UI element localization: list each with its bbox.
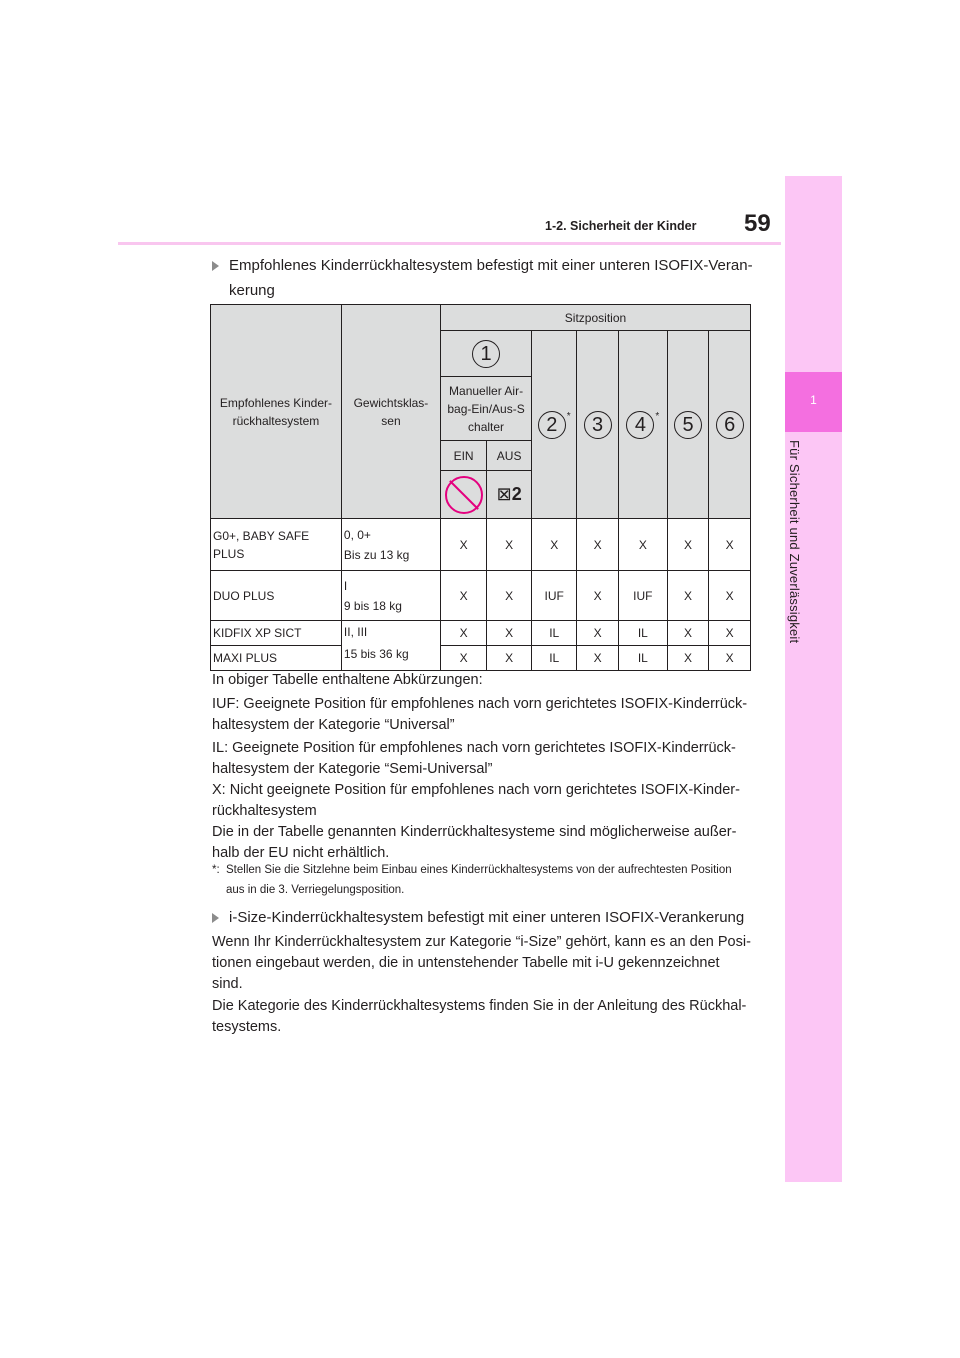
row-cell: X <box>487 519 532 571</box>
chapter-tab[interactable] <box>785 372 842 432</box>
chapter-title: Für Sicherheit und Zuverlässigkeit <box>787 440 802 644</box>
row-cell: X <box>667 571 709 621</box>
row-cell: X <box>532 519 577 571</box>
row-cell: X <box>709 571 751 621</box>
seat-4-asterisk: * <box>655 410 660 422</box>
row-weight-class: I <box>343 578 348 593</box>
seat-5-number: 5 <box>674 411 702 439</box>
row-cell: X <box>440 621 486 646</box>
section-title: 1-2. Sicherheit der Kinder <box>545 219 697 233</box>
seat-1-number: 1 <box>472 340 500 368</box>
row-cell: X <box>440 519 486 571</box>
legend-il: IL: Geeignete Position für empfohlenes nach vorn gerichtetes ISOFIX-Kinderrück-haltesystem der Kategorie “Semi-Universal” <box>212 740 736 777</box>
isofix-table <box>210 304 751 671</box>
row-cell: IL <box>532 646 577 671</box>
table-row <box>211 621 751 646</box>
seat-4-cell <box>618 331 667 519</box>
row-cell: X <box>487 621 532 646</box>
aus-icon-cell <box>487 471 532 519</box>
col-weight-header: Gewichtsklas-sen <box>341 305 440 519</box>
row-system: MAXI PLUS <box>211 646 342 671</box>
row-cell: X <box>577 646 619 671</box>
aus-icon-number: 2 <box>511 484 522 504</box>
aus-header: AUS <box>487 441 532 471</box>
row-cell: X <box>440 646 486 671</box>
chapter-sidebar <box>785 176 842 1182</box>
seat-6-number: 6 <box>716 411 744 439</box>
col-position-header: Sitzposition <box>440 305 750 331</box>
row-cell: X <box>667 621 709 646</box>
row-weight <box>341 519 440 571</box>
airbag-on-icon: ⊠ <box>496 484 512 504</box>
bullet-heading-isize <box>229 907 744 928</box>
legend-x: X: Nicht geeignete Position für empfohlenes nach vorn gerichtetes ISOFIX-Kinder-rückhaltesystem <box>212 782 740 819</box>
category-paragraph: Die Kategorie des Kinderrückhaltesystems finden Sie in der Anleitung des Rückhal-tesystems. <box>212 998 747 1035</box>
row-cell: X <box>709 646 751 671</box>
footnote-text: Stellen Sie die Sitzlehne beim Einbau eines Kinderrückhaltesystems von der aufrechtesten Position aus in die 3. Verriegelungsposition. <box>226 864 732 896</box>
page-number: 59 <box>744 210 771 237</box>
row-weight-class: 0, 0+ <box>343 527 371 542</box>
ein-icon-cell <box>440 471 486 519</box>
row-cell: IL <box>618 646 667 671</box>
col-system-header: Empfohlenes Kinder-rückhaltesystem <box>211 305 342 519</box>
row-weight-range: Bis zu 13 kg <box>343 547 410 562</box>
seat-2-asterisk: * <box>566 410 571 422</box>
header-divider <box>118 242 781 245</box>
table-row <box>211 571 751 621</box>
seat-2-number: 2 <box>538 411 566 439</box>
seat-2-cell <box>532 331 577 519</box>
row-cell: IUF <box>618 571 667 621</box>
footnote <box>212 860 752 900</box>
row-cell: X <box>709 621 751 646</box>
seat-4-number: 4 <box>626 411 654 439</box>
bullet-heading-isofix <box>229 255 753 301</box>
ein-header: EIN <box>440 441 486 471</box>
row-weight <box>341 571 440 621</box>
table-row <box>211 519 751 571</box>
row-cell: X <box>487 571 532 621</box>
row-cell: IUF <box>532 571 577 621</box>
row-weight-range: 9 bis 18 kg <box>343 598 402 613</box>
seat-6-cell <box>709 331 751 519</box>
row-cell: X <box>577 621 619 646</box>
isize-paragraph: Wenn Ihr Kinderrückhaltesystem zur Kategorie “i-Size” gehört, kann es an den Posi-tionen eingebaut werden, die in untenstehender Tabelle mit i-U gekennzeichnet sind. <box>212 934 751 992</box>
row-cell: X <box>667 646 709 671</box>
row-cell: X <box>667 519 709 571</box>
row-cell: IL <box>532 621 577 646</box>
row-weight <box>341 621 440 671</box>
row-cell: X <box>577 519 619 571</box>
legend-intro: In obiger Tabelle enthaltene Abkürzungen: <box>212 672 483 688</box>
chapter-number: 1 <box>810 393 817 407</box>
row-weight-range: 15 bis 36 kg <box>343 647 409 661</box>
row-cell: X <box>487 646 532 671</box>
row-weight-class: II, III <box>343 625 368 639</box>
seat-3-cell <box>577 331 619 519</box>
row-system: G0+, BABY SAFE PLUS <box>211 519 342 571</box>
bullet-line-2: kerung <box>229 282 275 299</box>
row-cell: X <box>440 571 486 621</box>
airbag-switch-header: Manueller Air-bag-Ein/Aus-S chalter <box>440 377 531 441</box>
footnote-marker: *: <box>212 864 220 876</box>
triangle-bullet-icon <box>212 913 219 923</box>
row-cell: X <box>709 519 751 571</box>
row-system: KIDFIX XP SICT <box>211 621 342 646</box>
bullet2-text: i-Size-Kinderrückhaltesystem befestigt mit einer unteren ISOFIX-Verankerung <box>229 909 745 926</box>
legend-iuf: IUF: Geeignete Position für empfohlenes nach vorn gerichtetes ISOFIX-Kinderrück-haltesystem der Kategorie “Universal” <box>212 696 748 733</box>
legend-eu: Die in der Tabelle genannten Kinderrückhaltesysteme sind möglicherweise außer-halb der EU nicht erhältlich. <box>212 824 737 861</box>
triangle-bullet-icon <box>212 261 219 271</box>
row-system: DUO PLUS <box>211 571 342 621</box>
seat-1-cell <box>440 331 531 377</box>
bullet-line-1: Empfohlenes Kinderrückhaltesystem befestigt mit einer unteren ISOFIX-Veran- <box>229 257 753 274</box>
airbag-off-icon <box>445 476 483 514</box>
seat-3-number: 3 <box>584 411 612 439</box>
row-cell: IL <box>618 621 667 646</box>
seat-5-cell <box>667 331 709 519</box>
row-cell: X <box>577 571 619 621</box>
row-cell: X <box>618 519 667 571</box>
table-row <box>211 646 751 671</box>
